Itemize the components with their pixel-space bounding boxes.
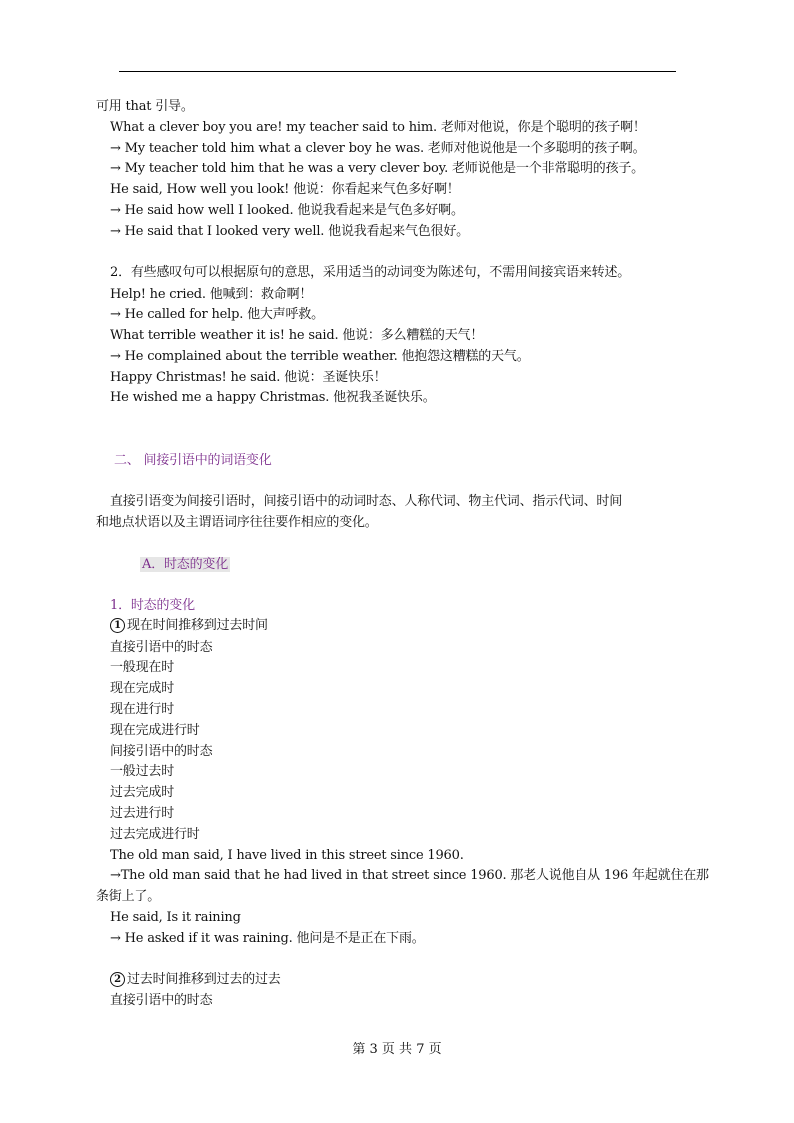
text-line: 可用 that 引导。 [96,99,194,114]
text-line: →The old man said that he had lived in that street since 1960. 那老人说他自从 196 年起就住在那 [110,868,709,883]
highlighted-heading-text: A．时态的变化 [142,557,228,572]
numbered-item [110,972,281,988]
text-line: → He said that I looked very well. 他说我看起来气色很好。 [110,224,469,239]
text-line: He wished me a happy Christmas. 他祝我圣诞快乐。 [110,390,436,405]
section-heading: 二、 间接引语中的词语变化 [114,453,272,468]
text-line: → He said how well I looked. 他说我看起来是气色多好啊。 [110,203,464,218]
subsection-heading [140,557,230,573]
text-line: 过去完成进行时 [110,827,200,842]
text-line: → My teacher told him that he was a very clever boy. 老师说他是一个非常聪明的孩子。 [110,161,644,176]
item-label: 过去时间推移到过去的过去 [127,972,281,987]
text-line: 条街上了。 [96,889,161,904]
page-footer: 第 3 页 共 7 页 [352,1042,442,1057]
text-line: → My teacher told him what a clever boy he was. 老师对他说他是一个多聪明的孩子啊。 [110,141,646,156]
numbered-item [110,618,268,634]
text-line: 2．有些感叹句可以根据原句的意思，采用适当的动词变为陈述句，不需用间接宾语来转述。 [110,265,631,280]
text-line: The old man said, I have lived in this street since 1960. [110,848,464,863]
item-label: 现在时间推移到过去时间 [127,618,268,633]
text-line: 现在完成进行时 [110,723,200,738]
text-line: → He called for help. 他大声呼救。 [110,307,324,322]
circled-number-marker: 1 [110,618,125,633]
text-line: Help! he cried. 他喊到：救命啊！ [110,287,313,302]
text-line: 过去完成时 [110,785,175,800]
text-line: He said, Is it raining [110,910,241,925]
text-line: He said, How well you look! 他说：你看起来气色多好啊！ [110,182,460,197]
text-line: 间接引语中的时态 [110,744,213,759]
text-line: 现在进行时 [110,702,175,717]
text-line: 现在完成时 [110,681,175,696]
text-line: 直接引语中的时态 [110,640,213,655]
paragraph-line: 直接引语变为间接引语时，间接引语中的动词时态、人称代词、物主代词、指示代词、时间 [110,494,623,509]
paragraph-line: 和地点状语以及主谓语词序往往要作相应的变化。 [96,515,378,530]
text-line: What terrible weather it is! he said. 他说：多么糟糕的天气！ [110,328,484,343]
text-line: 一般过去时 [110,764,175,779]
text-line: → He complained about the terrible weather. 他抱怨这糟糕的天气。 [110,349,530,364]
text-line: 一般现在时 [110,660,175,675]
header-rule [119,71,676,72]
text-line: Happy Christmas! he said. 他说：圣诞快乐！ [110,370,387,385]
text-line: 过去进行时 [110,806,175,821]
text-line: What a clever boy you are! my teacher said to him. 老师对他说，你是个聪明的孩子啊！ [110,120,646,135]
subsection-title: 1．时态的变化 [110,598,195,613]
text-line: → He asked if it was raining. 他问是不是正在下雨。 [110,931,425,946]
text-line: 直接引语中的时态 [110,993,213,1008]
circled-number-marker: 2 [110,972,125,987]
